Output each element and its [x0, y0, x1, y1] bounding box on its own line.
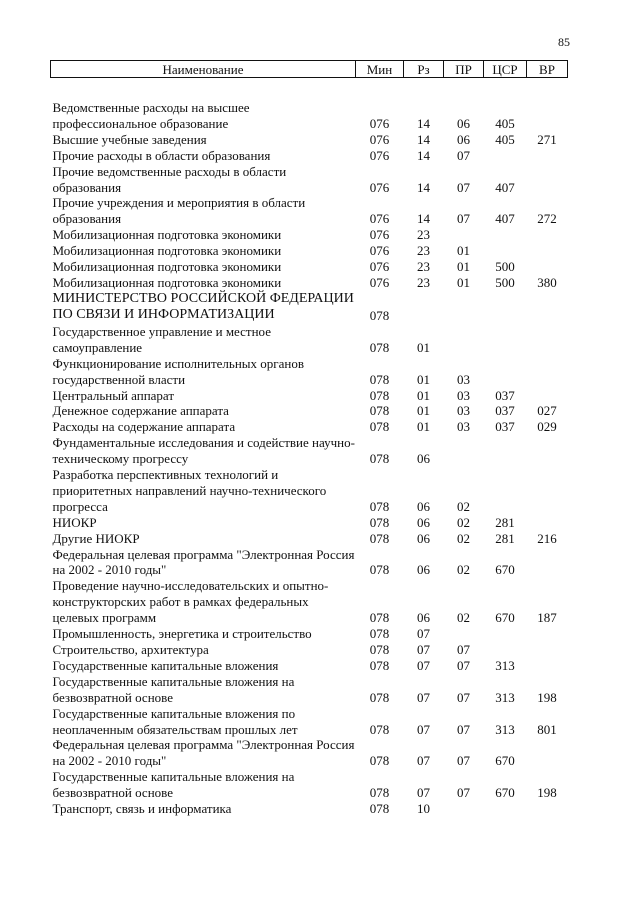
row-vr: 272: [537, 211, 557, 227]
row-name: Ведомственные расходы на высшее профессиональное образование: [52, 100, 250, 131]
row-min: 076: [369, 243, 390, 259]
row-min: 078: [369, 785, 390, 801]
page-number: 85: [558, 35, 570, 49]
row-rz: 23: [417, 274, 430, 290]
row-pr: [444, 291, 484, 324]
row-name: Прочие учреждения и мероприятия в области образования: [52, 195, 306, 227]
table-row: [51, 259, 568, 275]
row-name: Мобилизационная подготовка экономики: [52, 227, 282, 243]
row-vr: [527, 259, 568, 275]
row-name: Разработка перспективных технологий и приоритетных направлений научно-технического прогресса: [52, 467, 327, 514]
row-vr: [527, 737, 568, 769]
row-min: 078: [369, 419, 390, 435]
row-rz: 07: [417, 642, 430, 657]
row-pr: 03: [457, 371, 470, 387]
row-pr: [444, 626, 484, 642]
table-row: [51, 356, 568, 388]
row-name: Государственные капитальные вложения по неоплаченным обязательствам прошлых лет: [52, 705, 298, 737]
row-pr: 07: [457, 753, 470, 769]
row-name: Мобилизационная подготовка экономики: [52, 243, 282, 259]
row-vr: 198: [537, 689, 557, 705]
row-vr: 187: [537, 610, 557, 626]
budget-table: [50, 60, 568, 817]
row-rz: 06: [417, 562, 430, 578]
row-rz: [404, 291, 444, 324]
row-pr: 07: [457, 179, 470, 195]
row-name: Государственное управление и местное самоуправление: [52, 323, 271, 355]
table-row: [51, 674, 568, 706]
row-vr: [527, 547, 568, 579]
table-row: [51, 388, 568, 404]
row-rz: 10: [417, 801, 430, 817]
table-row: [51, 164, 568, 196]
row-min: 078: [369, 642, 390, 657]
row-vr: [527, 467, 568, 515]
row-min: 076: [369, 115, 390, 131]
table-row: [51, 801, 568, 817]
row-csr: [484, 642, 527, 658]
row-min: 078: [369, 626, 390, 642]
row-min: 078: [369, 514, 390, 530]
row-rz: 14: [417, 179, 430, 195]
row-name: Государственные капитальные вложения на безвозвратной основе: [52, 769, 295, 801]
table-body: [51, 78, 568, 817]
row-pr: 07: [457, 657, 470, 673]
row-csr: 281: [495, 514, 515, 530]
row-name: Государственные капитальные вложения на безвозвратной основе: [52, 673, 295, 705]
row-pr: 02: [457, 498, 470, 514]
row-vr: [527, 626, 568, 642]
row-name: Федеральная целевая программа "Электронная Россия на 2002 - 2010 годы": [52, 546, 355, 578]
row-pr: 01: [457, 243, 470, 259]
row-min: 076: [369, 227, 390, 243]
row-rz: 14: [417, 147, 430, 163]
row-name: Проведение научно-исследовательских и опытно-конструкторских работ в рамках федеральных целевых программ: [52, 578, 329, 626]
row-name: Функционирование исполнительных органов государственной власти: [52, 355, 304, 387]
table-row: [51, 626, 568, 642]
row-pr: 02: [457, 610, 470, 626]
row-pr: [444, 324, 484, 356]
row-pr: [444, 227, 484, 243]
table-row: [51, 100, 568, 132]
row-min: 076: [369, 211, 390, 227]
row-min: 078: [369, 339, 390, 355]
row-vr: 380: [537, 274, 557, 290]
table-row: [51, 547, 568, 579]
row-pr: 07: [457, 147, 470, 163]
table-row: [51, 642, 568, 658]
header-rz: Рз: [404, 61, 444, 78]
row-csr: 313: [495, 657, 515, 673]
row-min: 078: [369, 498, 390, 514]
row-min: 078: [369, 307, 390, 323]
row-name: Мобилизационная подготовка экономики: [52, 274, 282, 290]
row-vr: [527, 227, 568, 243]
row-rz: 14: [417, 115, 430, 131]
row-rz: 07: [417, 657, 430, 673]
row-csr: [484, 626, 527, 642]
row-name: Расходы на содержание аппарата: [52, 419, 236, 435]
row-name: Федеральная целевая программа "Электронная Россия на 2002 - 2010 годы": [52, 737, 355, 769]
row-csr: 313: [495, 721, 515, 737]
row-csr: [484, 467, 527, 515]
row-rz: 23: [417, 259, 430, 275]
table-row: [51, 531, 568, 547]
row-min: 076: [369, 179, 390, 195]
row-csr: 670: [495, 753, 515, 769]
row-csr: 670: [495, 610, 515, 626]
row-rz: 01: [417, 371, 430, 387]
row-min: 078: [369, 562, 390, 578]
row-csr: 500: [495, 259, 515, 275]
row-min: 078: [369, 371, 390, 387]
row-csr: 670: [495, 785, 515, 801]
row-csr: [484, 801, 527, 817]
row-pr: 03: [457, 387, 470, 403]
row-vr: [527, 243, 568, 259]
row-csr: [484, 148, 527, 164]
row-vr: 027: [537, 403, 557, 419]
row-vr: 801: [537, 721, 557, 737]
row-rz: 07: [417, 721, 430, 737]
row-csr: 407: [495, 179, 515, 195]
row-pr: 07: [457, 642, 470, 657]
table-row: [51, 227, 568, 243]
table-row: [51, 515, 568, 531]
row-min: 078: [369, 403, 390, 419]
row-pr: 07: [457, 721, 470, 737]
row-name: Прочие расходы в области образования: [52, 147, 271, 163]
row-csr: 670: [495, 562, 515, 578]
table-row: [51, 291, 568, 324]
row-name: Мобилизационная подготовка экономики: [52, 259, 282, 275]
row-name: Промышленность, энергетика и строительство: [52, 626, 312, 642]
row-csr: 405: [495, 131, 515, 147]
row-min: 078: [369, 689, 390, 705]
row-csr: 313: [495, 689, 515, 705]
row-name: Государственные капитальные вложения: [52, 657, 279, 673]
row-csr: [484, 243, 527, 259]
row-rz: 01: [417, 387, 430, 403]
row-pr: 02: [457, 514, 470, 530]
table-row: [51, 243, 568, 259]
row-name: Другие НИОКР: [52, 530, 140, 546]
row-min: 076: [369, 274, 390, 290]
header-min: Мин: [356, 61, 404, 78]
row-pr: 07: [457, 211, 470, 227]
row-name: МИНИСТЕРСТВО РОССИЙСКОЙ ФЕДЕРАЦИИ ПО СВЯЗИ И ИНФОРМАТИЗАЦИИ: [52, 290, 354, 323]
row-pr: 07: [457, 785, 470, 801]
row-rz: 07: [417, 689, 430, 705]
row-pr: 06: [457, 131, 470, 147]
table-row: [51, 769, 568, 801]
row-vr: [527, 100, 568, 132]
row-rz: 06: [417, 610, 430, 626]
row-pr: 03: [457, 419, 470, 435]
row-pr: [444, 801, 484, 817]
row-name: НИОКР: [52, 514, 97, 530]
row-csr: [484, 227, 527, 243]
row-rz: 07: [417, 626, 430, 642]
row-name: Прочие ведомственные расходы в области образования: [52, 163, 287, 195]
table-row: [51, 578, 568, 626]
row-min: 078: [369, 657, 390, 673]
row-vr: [527, 515, 568, 531]
row-min: 076: [369, 147, 390, 163]
row-vr: 198: [537, 785, 557, 801]
row-vr: 216: [537, 530, 557, 546]
row-rz: 14: [417, 211, 430, 227]
header-name: Наименование: [51, 61, 356, 78]
row-csr: 405: [495, 115, 515, 131]
row-pr: 02: [457, 530, 470, 546]
row-rz: 06: [417, 530, 430, 546]
row-csr: [484, 435, 527, 467]
row-min: 078: [369, 610, 390, 626]
row-pr: 01: [457, 274, 470, 290]
row-min: 076: [369, 131, 390, 147]
row-pr: 03: [457, 403, 470, 419]
table-row: [51, 419, 568, 435]
row-min: 078: [369, 721, 390, 737]
row-rz: 01: [417, 403, 430, 419]
table-row: [51, 324, 568, 356]
header-pr: ПР: [444, 61, 484, 78]
table-row: [51, 195, 568, 227]
table-row: [51, 132, 568, 148]
table-row: [51, 706, 568, 738]
row-vr: [527, 164, 568, 196]
header-csr: ЦСР: [484, 61, 527, 78]
row-vr: [527, 148, 568, 164]
row-vr: [527, 801, 568, 817]
row-rz: 07: [417, 785, 430, 801]
row-min: 078: [369, 387, 390, 403]
row-name: Денежное содержание аппарата: [52, 403, 229, 419]
row-name: Центральный аппарат: [52, 387, 175, 403]
row-name: Транспорт, связь и информатика: [52, 801, 232, 817]
row-rz: 06: [417, 451, 430, 467]
table-row: [51, 435, 568, 467]
row-vr: [527, 435, 568, 467]
row-vr: [527, 658, 568, 674]
row-csr: [484, 291, 527, 324]
row-rz: 07: [417, 753, 430, 769]
table-row: [51, 148, 568, 164]
row-pr: 06: [457, 115, 470, 131]
row-csr: 037: [495, 387, 515, 403]
row-name: Высшие учебные заведения: [52, 131, 207, 147]
row-pr: 07: [457, 689, 470, 705]
row-vr: [527, 324, 568, 356]
row-vr: [527, 356, 568, 388]
row-rz: 06: [417, 514, 430, 530]
table-row: [51, 467, 568, 515]
row-csr: 037: [495, 403, 515, 419]
row-rz: 23: [417, 227, 430, 243]
row-min: 078: [369, 451, 390, 467]
row-min: 078: [369, 753, 390, 769]
row-pr: 02: [457, 562, 470, 578]
row-csr: [484, 324, 527, 356]
row-vr: [527, 291, 568, 324]
row-csr: [484, 356, 527, 388]
row-csr: 500: [495, 274, 515, 290]
row-pr: [444, 435, 484, 467]
header-spacer: [51, 78, 568, 101]
table-row: [51, 403, 568, 419]
row-vr: [527, 642, 568, 658]
row-rz: 14: [417, 131, 430, 147]
row-name: Фундаментальные исследования и содействие научно-техническому прогрессу: [52, 435, 355, 467]
row-vr: 029: [537, 419, 557, 435]
row-min: 076: [369, 259, 390, 275]
row-csr: 407: [495, 211, 515, 227]
row-min: 078: [369, 530, 390, 546]
row-csr: 037: [495, 419, 515, 435]
table-header: [51, 61, 568, 78]
row-name: Строительство, архитектура: [52, 642, 209, 657]
row-pr: 01: [457, 259, 470, 275]
table-row: [51, 737, 568, 769]
row-csr: 281: [495, 530, 515, 546]
row-rz: 23: [417, 243, 430, 259]
row-rz: 01: [417, 339, 430, 355]
table-row: [51, 275, 568, 291]
row-vr: 271: [537, 131, 557, 147]
row-rz: 01: [417, 419, 430, 435]
table-row: [51, 658, 568, 674]
row-rz: 06: [417, 498, 430, 514]
row-min: 078: [369, 801, 390, 817]
header-vr: ВР: [527, 61, 568, 78]
row-vr: [527, 388, 568, 404]
